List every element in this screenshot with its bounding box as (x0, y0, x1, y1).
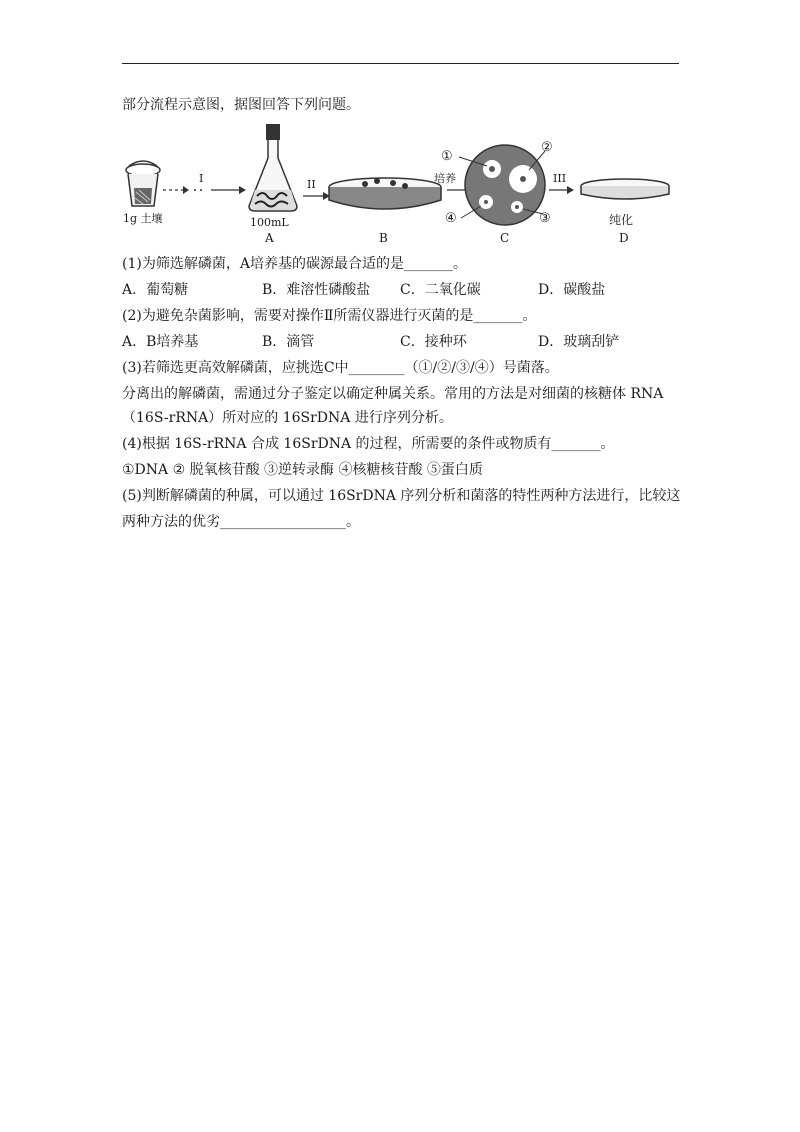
header-rule (122, 63, 679, 64)
paragraph-line-2: （16S-rRNA）所对应的 16SrDNA 进行序列分析。 (122, 410, 453, 426)
arrow-step-1 (163, 186, 246, 194)
petri-dish-d-icon (581, 179, 669, 199)
petri-dish-b-icon (329, 178, 441, 209)
q2-option-d: D．玻璃刮铲 (538, 334, 620, 350)
label-d: D (619, 231, 629, 245)
colony-3-label: ③ (539, 211, 551, 226)
label-a: A (265, 231, 274, 245)
purify-label: 纯化 (609, 213, 634, 227)
q1-option-b: B．难溶性磷酸盐 (262, 282, 371, 298)
paragraph-line-1: 分离出的解磷菌，需通过分子鉴定以确定种属关系。常用的方法是对细菌的核糖体 RNA (122, 386, 664, 402)
question-3-stem: (3)若筛选更高效解磷菌，应挑选C中________（①/②/③/④）号菌落。 (122, 360, 559, 376)
q2-option-c: C．接种环 (400, 334, 467, 350)
soil-beaker-icon (126, 161, 160, 206)
colony-1-label: ① (441, 149, 453, 164)
culture-label: 培养 (434, 172, 456, 185)
question-2-stem: (2)为避免杂菌影响，需要对操作Ⅱ所需仪器进行灭菌的是_______。 (122, 308, 537, 324)
colony-2-label: ② (541, 140, 553, 155)
label-b: B (379, 231, 388, 245)
question-5-line-2: 两种方法的优劣__________________。 (122, 514, 360, 530)
step-3-label: III (553, 172, 567, 185)
q2-option-a: A．B培养基 (122, 334, 199, 350)
experiment-flow-diagram (115, 118, 685, 250)
q1-option-d: D．碳酸盐 (538, 282, 606, 298)
question-4-choices: ①DNA ② 脱氧核苷酸 ③逆转录酶 ④核糖核苷酸 ⑤蛋白质 (122, 462, 483, 478)
soil-label: 1g 土壤 (123, 212, 163, 225)
petri-dish-c-icon (459, 145, 545, 225)
intro-text: 部分流程示意图，据图回答下列问题。 (122, 97, 360, 113)
arrow-step-2 (303, 192, 330, 200)
colony-4-label: ④ (445, 211, 457, 226)
step-2-label: II (307, 178, 316, 191)
q2-option-b: B．滴管 (262, 334, 315, 350)
step-1-label: I (199, 172, 204, 185)
flask-volume-label: 100mL (250, 216, 289, 229)
arrow-step-3 (549, 186, 574, 194)
question-4-stem: (4)根据 16S-rRNA 合成 16SrDNA 的过程，所需要的条件或物质有_______。 (122, 436, 615, 452)
q1-option-c: C．二氧化碳 (400, 282, 481, 298)
question-1-stem: (1)为筛选解磷菌，A培养基的碳源最合适的是_______。 (122, 256, 467, 272)
label-c: C (500, 231, 510, 245)
flask-icon (249, 124, 297, 211)
question-5-line-1: (5)判断解磷菌的种属，可以通过 16SrDNA 序列分析和菌落的特性两种方法进行，比较这 (122, 488, 681, 504)
q1-option-a: A．葡萄糖 (122, 282, 189, 298)
